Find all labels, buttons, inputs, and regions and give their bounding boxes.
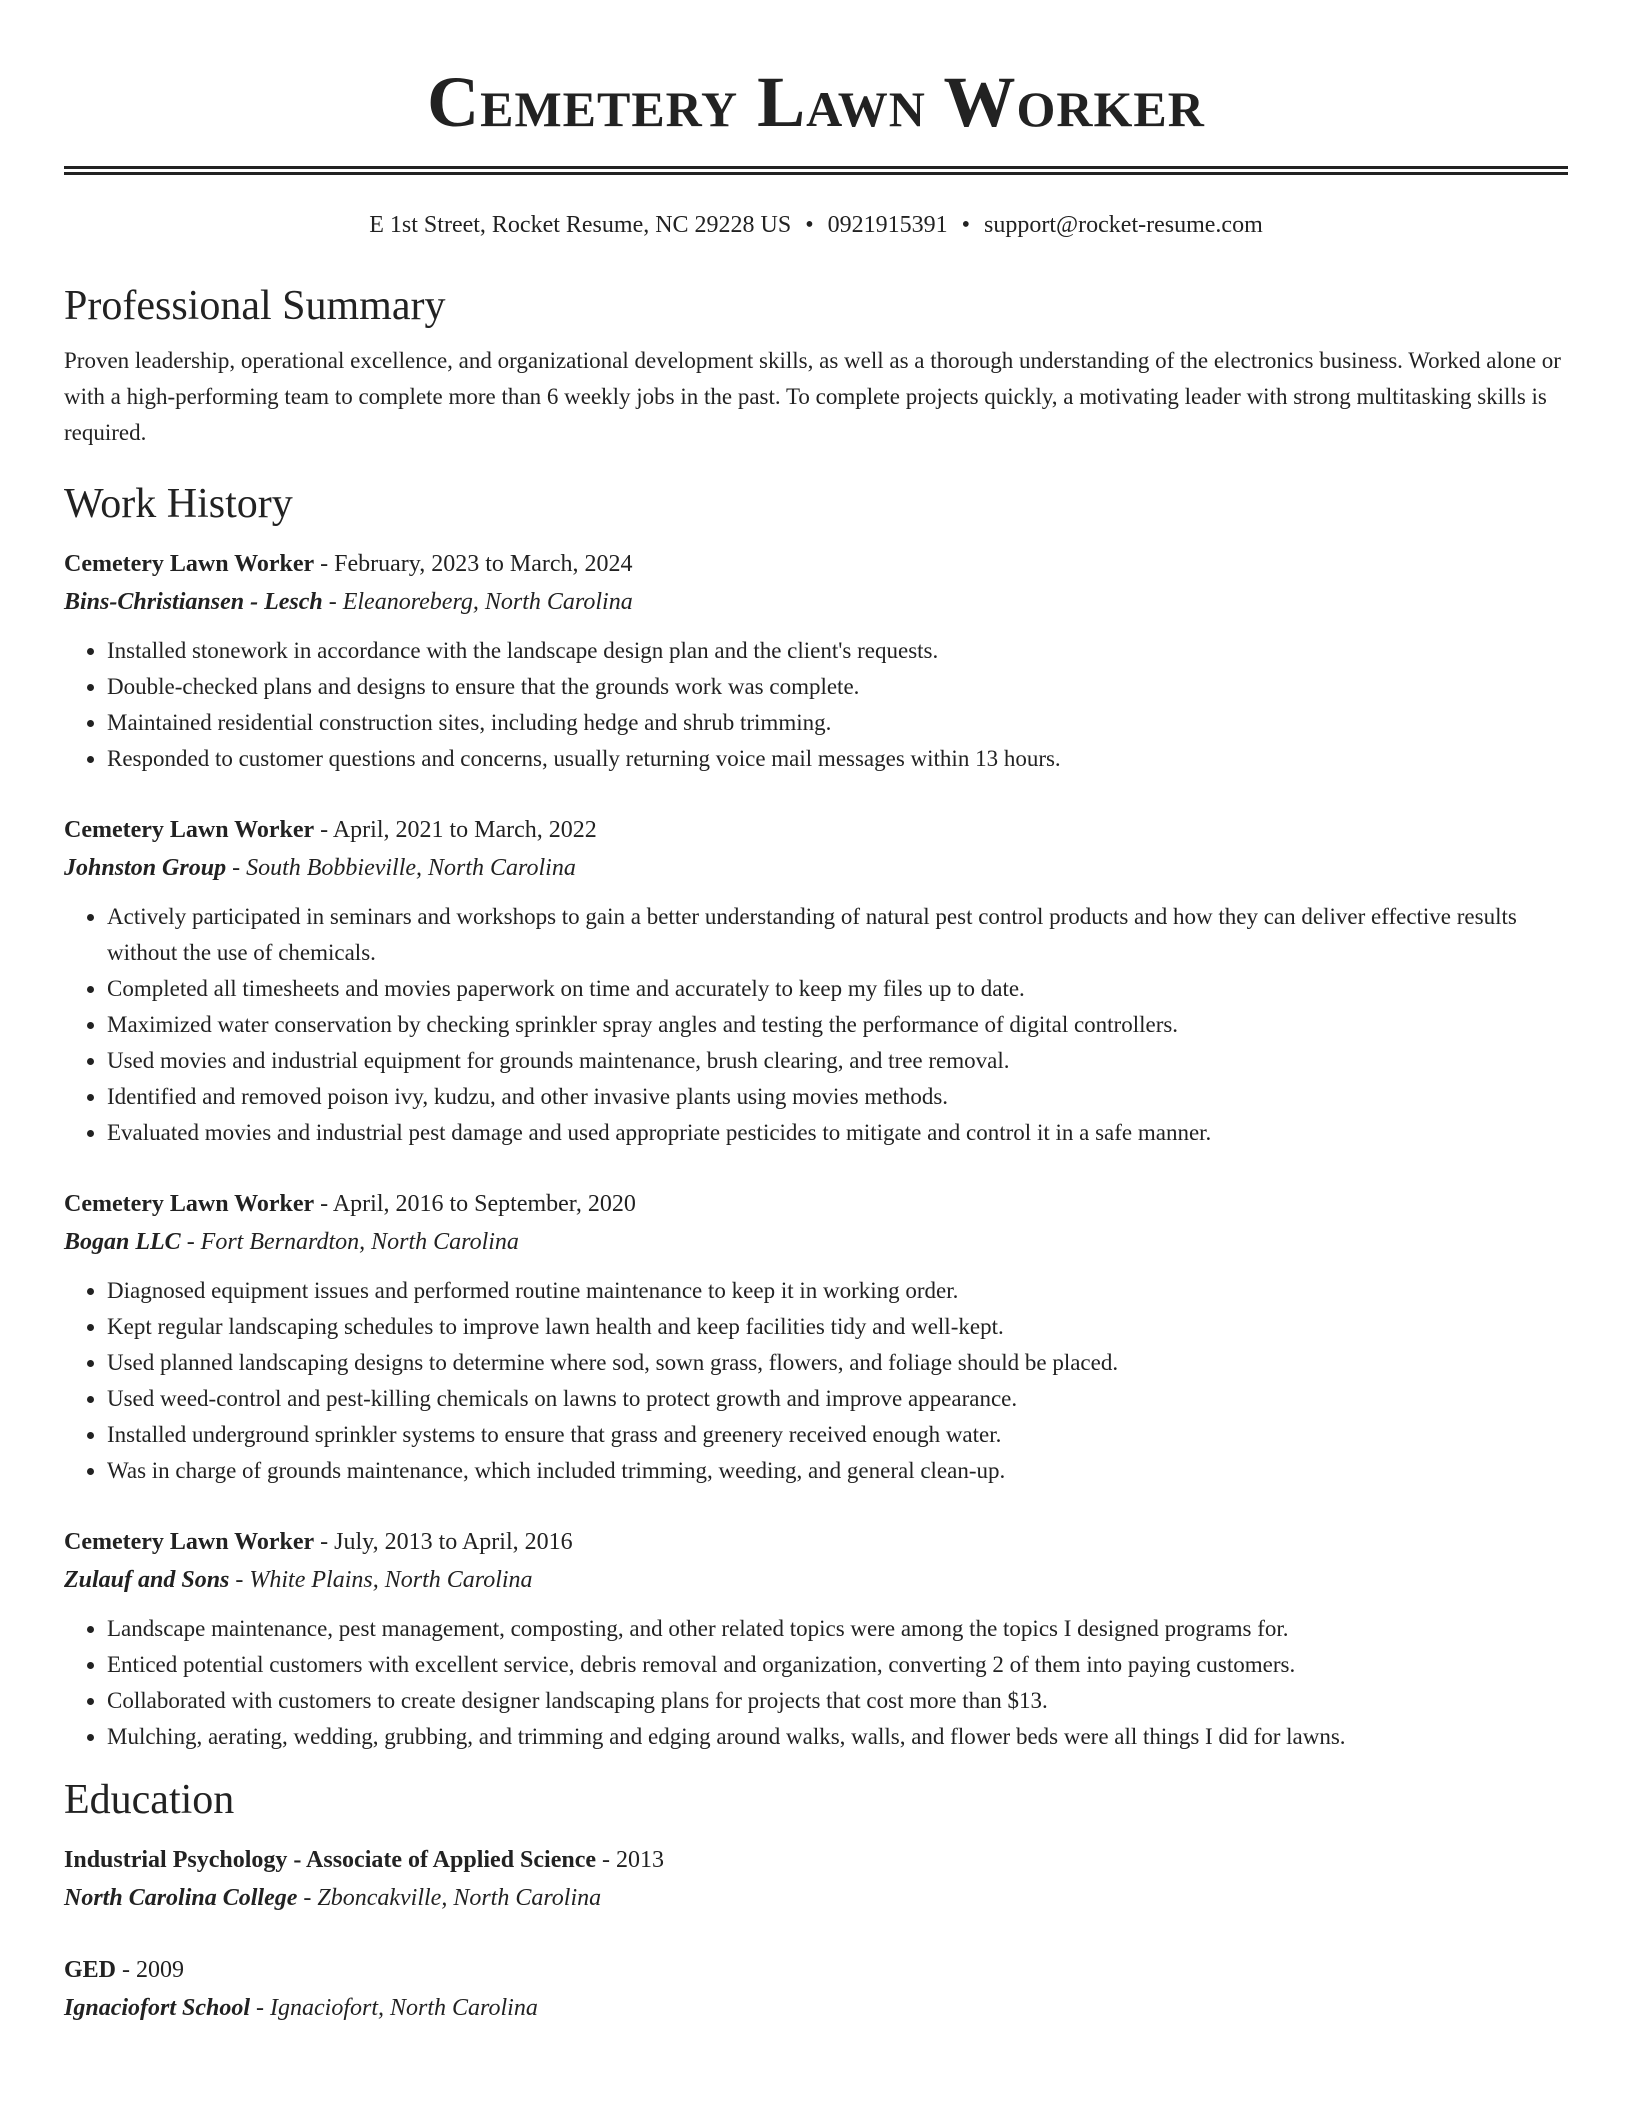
work-history-section <box>64 479 1568 1755</box>
job-entry <box>64 1185 1568 1489</box>
title-double-rule <box>64 166 1568 175</box>
job-title: Cemetery Lawn Worker <box>64 1191 315 1217</box>
job-company: Bogan LLC <box>64 1229 181 1255</box>
contact-phone: 0921915391 <box>827 212 948 238</box>
job-bullet: • Installed underground sprinkler systems to ensure that grass and greenery received enough water. <box>107 1417 1568 1453</box>
school-location: - Ignaciofort, North Carolina <box>250 1995 538 2021</box>
job-location: - White Plains, North Carolina <box>229 1567 533 1593</box>
job-entry <box>64 545 1568 777</box>
job-bullet: • Diagnosed equipment issues and performed routine maintenance to keep it in working order. <box>107 1273 1568 1309</box>
job-bullets <box>64 899 1568 1151</box>
school-line <box>64 1879 1568 1917</box>
job-bullet: • Actively participated in seminars and workshops to gain a better understanding of natural pest control products and how they can deliver effective results without the use of chemicals. <box>107 899 1568 971</box>
job-bullet: • Used movies and industrial equipment for grounds maintenance, brush clearing, and tree removal. <box>107 1043 1568 1079</box>
job-bullet: • Maintained residential construction sites, including hedge and shrub trimming. <box>107 705 1568 741</box>
contact-line <box>64 209 1568 241</box>
job-bullet: • Identified and removed poison ivy, kudzu, and other invasive plants using movies methods. <box>107 1079 1568 1115</box>
degree-line <box>64 1951 1568 1989</box>
degree-year: - 2013 <box>596 1847 665 1873</box>
degree: Industrial Psychology - Associate of Applied Science <box>64 1847 597 1873</box>
job-company-line <box>64 583 1568 621</box>
degree-line <box>64 1841 1568 1879</box>
job-bullets <box>64 1273 1568 1489</box>
school: North Carolina College <box>64 1885 298 1911</box>
job-company: Zulauf and Sons <box>64 1567 230 1593</box>
job-dates: - April, 2021 to March, 2022 <box>314 817 597 843</box>
job-title: Cemetery Lawn Worker <box>64 817 315 843</box>
job-entry <box>64 811 1568 1151</box>
work-history-heading: Work History <box>64 481 293 527</box>
summary-text: Proven leadership, operational excellence, and organizational development skills, as well as a thorough understanding of the electronics business. Worked alone or with a high-performing team to complete more than 6 weekly jobs in the past. To complete projects quickly, a motivating leader with strong multitasking skills is required. <box>64 348 1561 445</box>
job-bullet: • Enticed potential customers with excellent service, debris removal and organization, converting 2 of them into paying customers. <box>107 1647 1568 1683</box>
job-dates: - April, 2016 to September, 2020 <box>314 1191 636 1217</box>
education-entry <box>64 1841 1568 1917</box>
job-title: Cemetery Lawn Worker <box>64 1529 315 1555</box>
job-bullet: • Mulching, aerating, wedding, grubbing, and trimming and edging around walks, walls, and flower beds were all things I did for lawns. <box>107 1719 1568 1755</box>
job-bullet: • Maximized water conservation by checking sprinkler spray angles and testing the performance of digital controllers. <box>107 1007 1568 1043</box>
job-company-line <box>64 1223 1568 1261</box>
job-title-line <box>64 1185 1568 1223</box>
school: Ignaciofort School <box>64 1995 251 2021</box>
summary-heading: Professional Summary <box>64 283 446 329</box>
job-location: - South Bobbieville, North Carolina <box>226 855 576 881</box>
job-company-line <box>64 1561 1568 1599</box>
job-bullet: • Installed stonework in accordance with the landscape design plan and the client's requests. <box>107 633 1568 669</box>
job-bullets <box>64 633 1568 777</box>
job-company: Johnston Group <box>64 855 227 881</box>
job-bullet: • Evaluated movies and industrial pest damage and used appropriate pesticides to mitigate and control it in a safe manner. <box>107 1115 1568 1151</box>
job-bullet: • Used planned landscaping designs to determine where sod, sown grass, flowers, and foliage should be placed. <box>107 1345 1568 1381</box>
school-location: - Zboncakville, North Carolina <box>297 1885 602 1911</box>
degree: GED <box>64 1957 117 1983</box>
job-dates: - February, 2023 to March, 2024 <box>314 551 633 577</box>
job-title-line <box>64 811 1568 849</box>
summary-section <box>64 281 1568 451</box>
job-location: - Fort Bernardton, North Carolina <box>180 1229 519 1255</box>
job-bullet: • Was in charge of grounds maintenance, which included trimming, weeding, and general clean-up. <box>107 1453 1568 1489</box>
job-bullet: • Double-checked plans and designs to ensure that the grounds work was complete. <box>107 669 1568 705</box>
job-bullet: • Completed all timesheets and movies paperwork on time and accurately to keep my files up to date. <box>107 971 1568 1007</box>
job-company-line <box>64 849 1568 887</box>
contact-address: E 1st Street, Rocket Resume, NC 29228 US <box>369 212 792 238</box>
resume-title: Cemetery Lawn Worker <box>427 62 1205 142</box>
contact-email: support@rocket-resume.com <box>984 212 1263 238</box>
job-bullets <box>64 1611 1568 1755</box>
job-location: - Eleanoreberg, North Carolina <box>322 589 633 615</box>
job-company: Bins-Christiansen - Lesch <box>64 589 323 615</box>
school-line <box>64 1989 1568 2027</box>
job-bullet: • Landscape maintenance, pest management, composting, and other related topics were among the topics I designed programs for. <box>107 1611 1568 1647</box>
job-bullet: • Used weed-control and pest-killing chemicals on lawns to protect growth and improve appearance. <box>107 1381 1568 1417</box>
education-section <box>64 1775 1568 2027</box>
job-bullet: • Kept regular landscaping schedules to improve lawn health and keep facilities tidy and well-kept. <box>107 1309 1568 1345</box>
job-bullet: • Responded to customer questions and concerns, usually returning voice mail messages within 13 hours. <box>107 741 1568 777</box>
job-bullet: • Collaborated with customers to create designer landscaping plans for projects that cost more than $13. <box>107 1683 1568 1719</box>
contact-separator: • <box>805 212 814 238</box>
job-entry <box>64 1523 1568 1755</box>
contact-separator: • <box>961 212 971 238</box>
job-title-line <box>64 1523 1568 1561</box>
education-entry <box>64 1951 1568 2027</box>
job-title: Cemetery Lawn Worker <box>64 551 315 577</box>
education-heading: Education <box>64 1777 235 1823</box>
job-title-line <box>64 545 1568 583</box>
job-dates: - July, 2013 to April, 2016 <box>314 1529 573 1555</box>
degree-year: - 2009 <box>116 1957 185 1983</box>
